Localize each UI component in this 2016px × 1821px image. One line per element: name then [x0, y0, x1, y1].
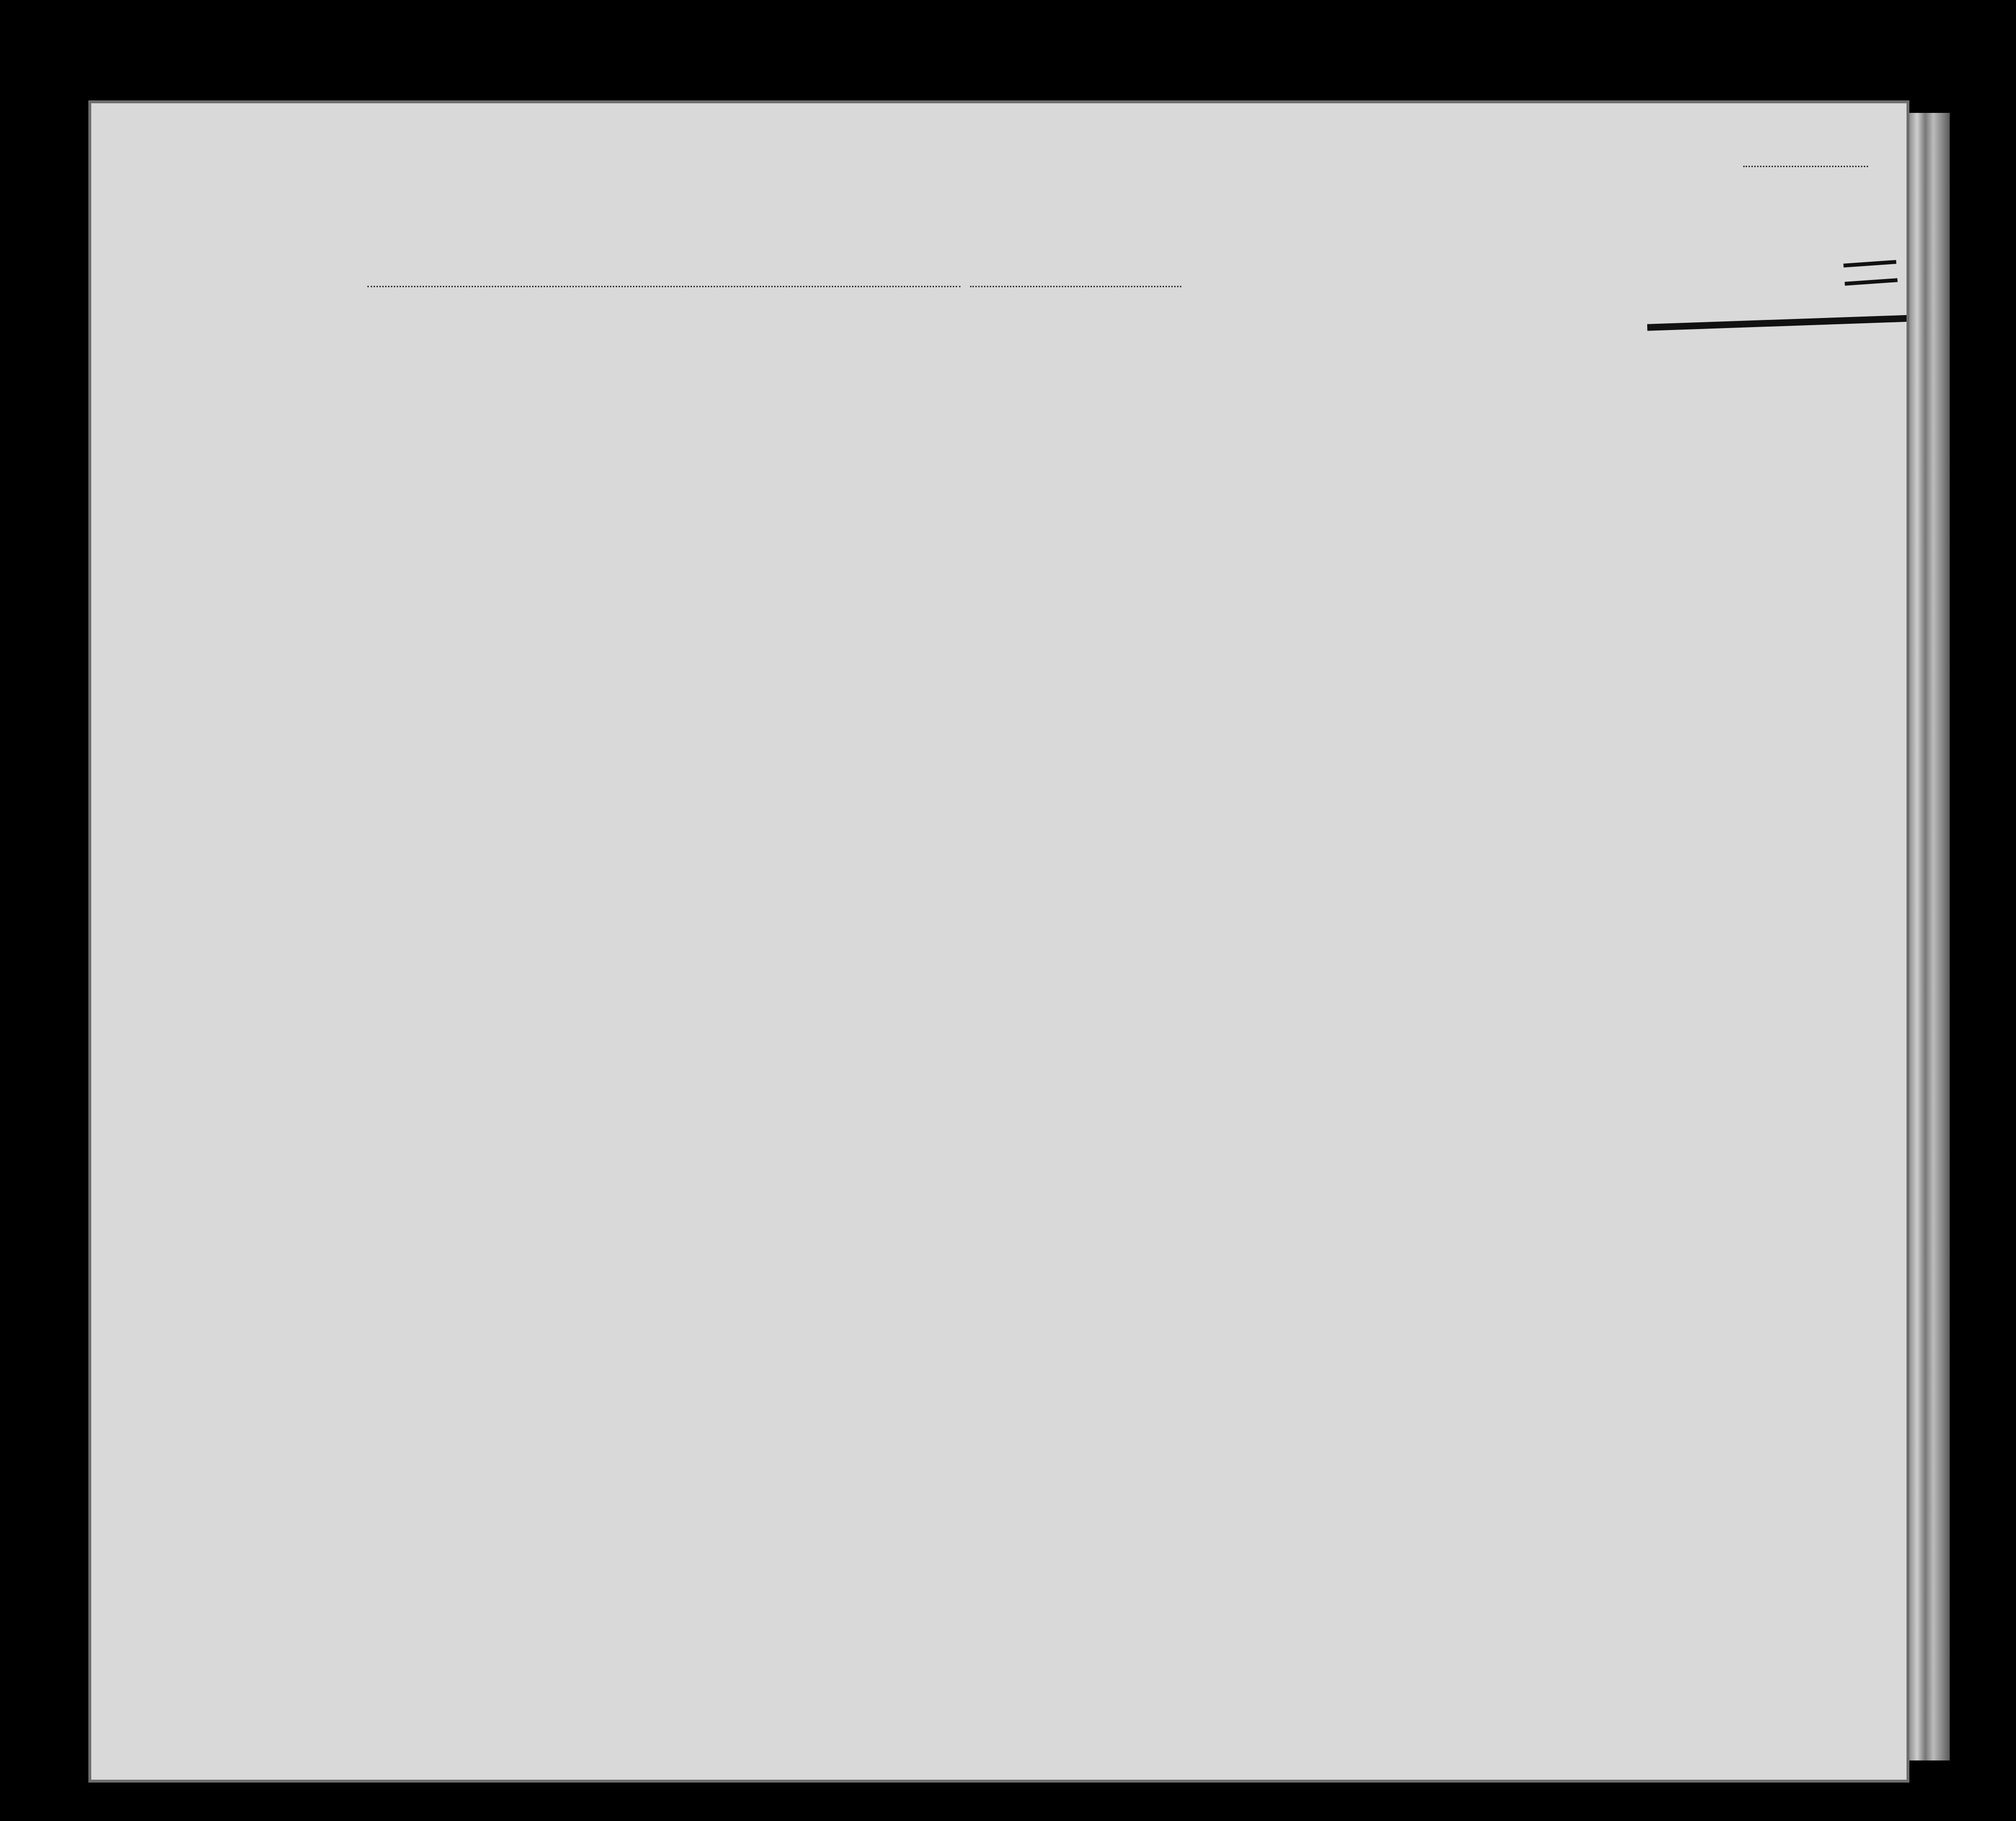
manifest-sheet	[91, 103, 1907, 1780]
table-grid	[91, 103, 1907, 1780]
page-stack-edge	[1909, 113, 1950, 1760]
